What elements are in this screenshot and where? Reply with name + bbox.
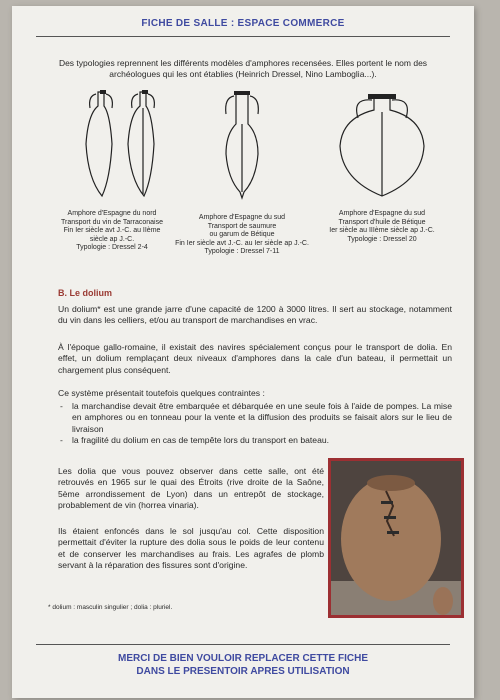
amphorae-illustrations [32,84,452,274]
amphora-caption-1: Amphore d'Espagne du nord Transport du vin de Tarraconaise Fin Ier siècle avt J.-C. au IIème siècle ap J.-C. Typologie : Dressel 2-4 [61,210,163,251]
footer-notice: MERCI DE BIEN VOULOIR REPLACER CETTE FICHE DANS LE PRESENTOIR APRES UTILISATION [117,653,368,677]
paragraph-definition: Un dolium* est une grande jarre d'une capacité de 1200 à 3000 litres. Il sert au stockage, notamment du vin dans les celliers, et/ou au transport de marchandises en vrac. [58,304,452,326]
amphora-dressel-7-11-drawing [212,84,272,204]
constraint-item: - la marchandise devait être embarquée et débarquée en une seule fois à l'aide de pompes. La mise en amphores ou en tonneau pour la vente et la diffusion des produits se faisait alors sur le lieu de livraison [72,401,452,435]
header-divider [36,36,450,37]
paragraph-constraints-intro: Ce système présentait toutefois quelques contraintes : [58,388,265,398]
constraint-item: - la fragilité du dolium en cas de tempête lors du transport en bateau. [72,435,452,446]
amphora-caption-3: Amphore d'Espagne du sud Transport d'huile de Bétique Ier siècle au IIIème siècle ap J.-C. Typologie : Dressel 20 [329,210,435,243]
paragraph-transport: À l'époque gallo-romaine, il existait des navires spécialement conçus pour le transport de dolia. En effet, un dolium remplaçant deux niveaux d'amphores dans la cale d'un bateau, il permettait un chargement plus conséquent. [58,342,452,375]
amphora-dressel-2-4-drawing [70,84,170,204]
paragraph-burial: Ils étaient enfoncés dans le sol jusqu'au col. Cette disposition permettait d'éviter la rupture des dolia sous le poids de leur contenu et de conserver les marchandises au frais. Les agrafes de plomb servant à la réparation des fissures sont d'origine. [58,526,324,571]
paragraph-discovery: Les dolia que vous pouvez observer dans cette salle, ont été retrouvés en 1965 sur le quai des Étroits (rive droite de la Saône, 5ème arrondissement de Lyon) dans un entrepôt de stockage, probablement de vin (horrea vinaria). [58,466,324,511]
amphora-caption-2: Amphore d'Espagne du sud Transport de saumure ou garum de Bétique Fin Ier siècle avt J.-C. au Ier siècle ap J.-C. Typologie : Dressel 7-11 [175,214,309,255]
footnote: * dolium : masculin singulier ; dolia : pluriel. [48,604,173,611]
intro-text: Des typologies reprennent les différents modèles d'amphores recensées. Elles portent le nom des archéologues qui les ont établies (Heinrich Dressel, Nino Lamboglia...). [58,58,428,79]
footer-divider [36,644,450,645]
sheet-title: FICHE DE SALLE : ESPACE COMMERCE [141,18,345,29]
constraints-list [58,401,452,447]
amphora-dressel-20-drawing [328,84,438,204]
dolium-photo [328,458,464,618]
dolium-jar-image [331,461,461,615]
section-title-dolium: B. Le dolium [58,288,112,298]
room-sheet [12,6,474,698]
